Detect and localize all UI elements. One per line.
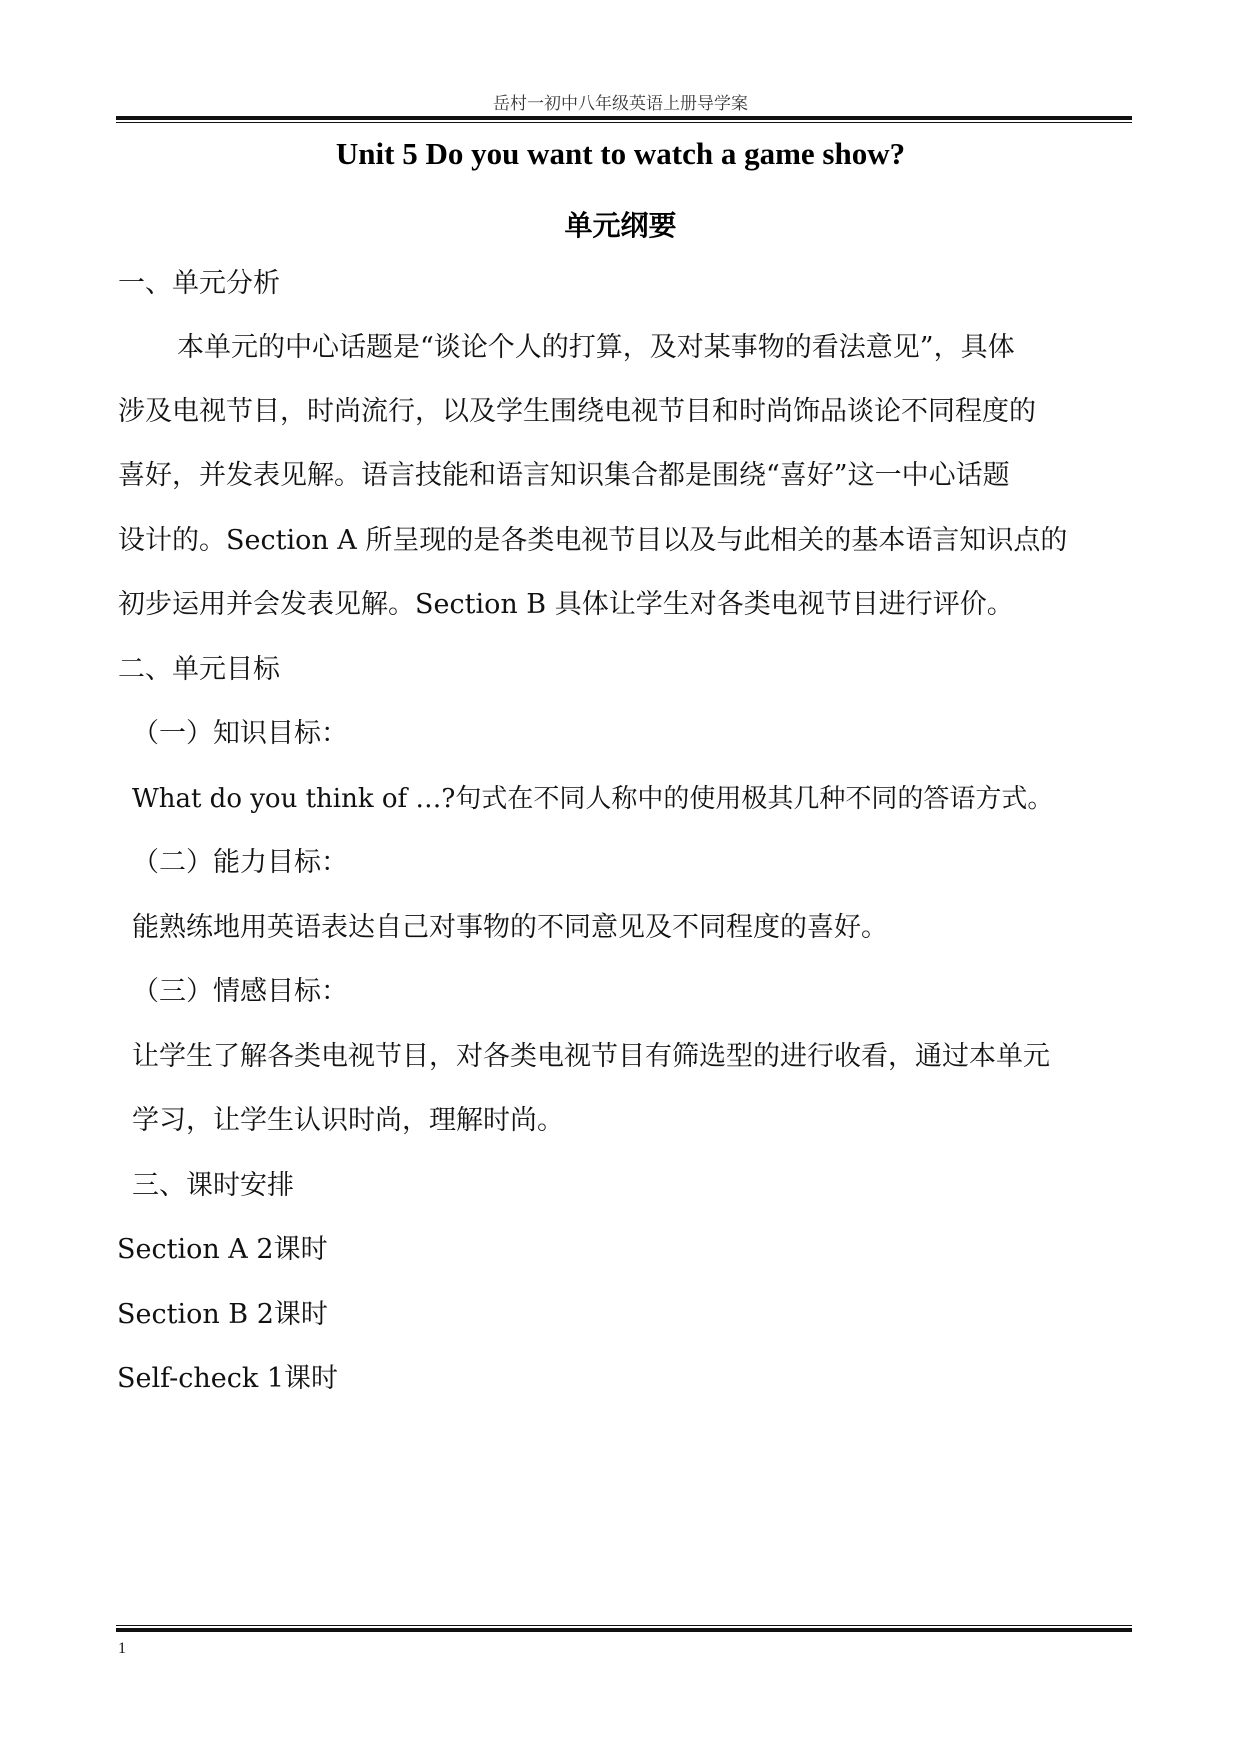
outline-title: 单元纲要 — [564, 211, 677, 242]
emotion-goal-line-2: 学习，让学生认识时尚，理解时尚。 — [132, 1105, 564, 1136]
section3-heading: 三、课时安排 — [132, 1170, 294, 1201]
schedule-item-section-b: Section B 2课时 — [117, 1299, 328, 1330]
schedule-item-section-a: Section A 2课时 — [117, 1234, 328, 1265]
page-number: 1 — [118, 1640, 126, 1657]
header-rule — [116, 116, 1132, 123]
ability-goal-text: 能熟练地用英语表达自己对事物的不同意见及不同程度的喜好。 — [132, 912, 888, 943]
emotion-goal-heading: （三）情感目标： — [132, 976, 348, 1007]
emotion-goal-line-1: 让学生了解各类电视节目，对各类电视节目有筛选型的进行收看，通过本单元 — [132, 1041, 1050, 1072]
footer-rule — [116, 1625, 1132, 1632]
section1-paragraph-line-1: 本单元的中心话题是“谈论个人的打算，及对某事物的看法意见”，具体 — [177, 332, 1015, 363]
schedule-item-self-check: Self-check 1课时 — [117, 1363, 338, 1394]
knowledge-goal-text: What do you think of …?句式在不同人称中的使用极其几种不同的答语方式。 — [132, 784, 1054, 814]
header-school-title: 岳村一初中八年级英语上册导学案 — [493, 94, 748, 114]
section1-paragraph-line-3: 喜好，并发表见解。语言技能和语言知识集合都是围绕“喜好”这一中心话题 — [118, 460, 1010, 491]
section1-heading: 一、单元分析 — [118, 268, 280, 299]
section1-paragraph-line-2: 涉及电视节目，时尚流行，以及学生围绕电视节目和时尚饰品谈论不同程度的 — [118, 396, 1036, 427]
section2-heading: 二、单元目标 — [118, 654, 280, 685]
ability-goal-heading: （二）能力目标： — [132, 847, 348, 878]
section1-paragraph-line-5: 初步运用并会发表见解。Section B 具体让学生对各类电视节目进行评价。 — [118, 589, 1014, 620]
knowledge-goal-heading: （一）知识目标： — [132, 718, 348, 749]
section1-paragraph-line-4: 设计的。Section A 所呈现的是各类电视节目以及与此相关的基本语言知识点的 — [118, 525, 1068, 556]
unit-title: Unit 5 Do you want to watch a game show? — [335, 136, 906, 171]
